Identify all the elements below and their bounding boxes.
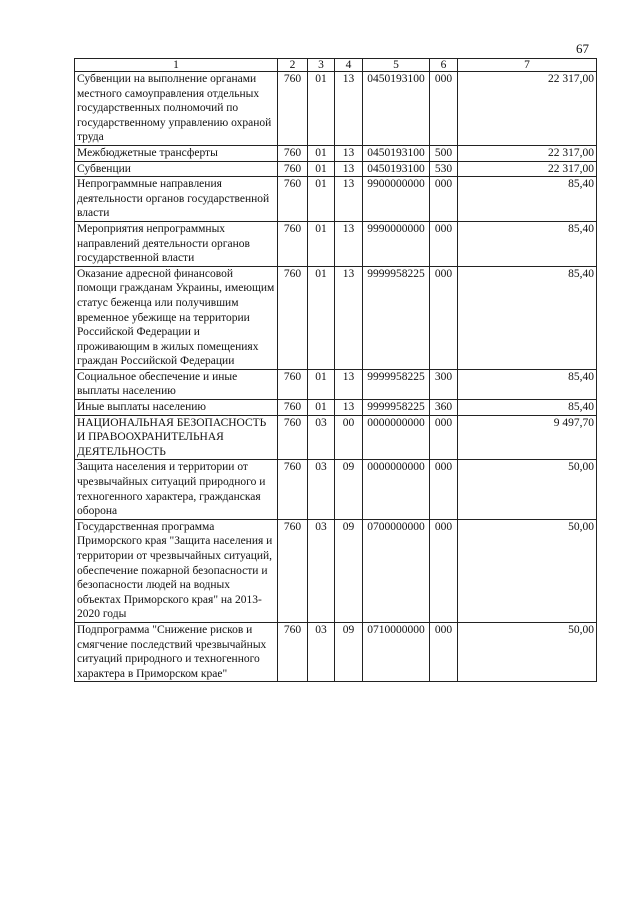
row-expense-type: 000 [430, 415, 458, 460]
budget-table [74, 58, 597, 682]
row-expense-type: 000 [430, 266, 458, 369]
row-target-item: 9990000000 [363, 221, 430, 266]
row-subsection: 13 [335, 72, 363, 146]
row-code-ministry: 760 [278, 72, 308, 146]
row-subsection: 13 [335, 266, 363, 369]
table-row [75, 266, 597, 369]
row-target-item: 9900000000 [363, 177, 430, 222]
row-amount: 22 317,00 [458, 161, 597, 177]
row-subsection: 13 [335, 161, 363, 177]
row-target-item: 0000000000 [363, 415, 430, 460]
row-expense-type: 000 [430, 519, 458, 622]
row-section: 03 [308, 415, 335, 460]
row-section: 01 [308, 177, 335, 222]
row-target-item: 0710000000 [363, 622, 430, 681]
row-code-ministry: 760 [278, 415, 308, 460]
row-subsection: 13 [335, 221, 363, 266]
table-row [75, 221, 597, 266]
row-code-ministry: 760 [278, 221, 308, 266]
row-name: Защита населения и территории от чрезвычайных ситуаций природного и техногенного характера, гражданская оборона [75, 460, 278, 519]
row-expense-type: 530 [430, 161, 458, 177]
row-section: 01 [308, 369, 335, 399]
row-name: Субвенции [75, 161, 278, 177]
row-name: Мероприятия непрограммных направлений деятельности органов государственной власти [75, 221, 278, 266]
row-amount: 50,00 [458, 622, 597, 681]
row-code-ministry: 760 [278, 161, 308, 177]
row-section: 01 [308, 72, 335, 146]
row-amount: 22 317,00 [458, 145, 597, 161]
row-section: 01 [308, 145, 335, 161]
row-section: 03 [308, 519, 335, 622]
row-code-ministry: 760 [278, 369, 308, 399]
header-col-3: 3 [308, 59, 335, 72]
row-amount: 85,40 [458, 266, 597, 369]
row-expense-type: 000 [430, 622, 458, 681]
row-name: Межбюджетные трансферты [75, 145, 278, 161]
table-row [75, 72, 597, 146]
row-name: Подпрограмма "Снижение рисков и смягчение последствий чрезвычайных ситуаций природного и техногенного характера в Приморском крае" [75, 622, 278, 681]
header-col-1: 1 [75, 59, 278, 72]
row-subsection: 09 [335, 460, 363, 519]
row-subsection: 00 [335, 415, 363, 460]
row-amount: 50,00 [458, 460, 597, 519]
row-code-ministry: 760 [278, 177, 308, 222]
row-amount: 9 497,70 [458, 415, 597, 460]
row-expense-type: 000 [430, 460, 458, 519]
row-code-ministry: 760 [278, 622, 308, 681]
row-amount: 85,40 [458, 369, 597, 399]
row-name: Субвенции на выполнение органами местного самоуправления отдельных государственных полномочий по государственному управлению охраной труда [75, 72, 278, 146]
table-row [75, 460, 597, 519]
header-col-6: 6 [430, 59, 458, 72]
row-name: Оказание адресной финансовой помощи гражданам Украины, имеющим статус беженца или получившим временное убежище на территории Российской Федерации и проживающим в жилых помещениях граждан Российской Федерации [75, 266, 278, 369]
row-target-item: 0000000000 [363, 460, 430, 519]
row-name: Непрограммные направления деятельности органов государственной власти [75, 177, 278, 222]
row-expense-type: 500 [430, 145, 458, 161]
row-code-ministry: 760 [278, 519, 308, 622]
row-expense-type: 000 [430, 177, 458, 222]
row-code-ministry: 760 [278, 400, 308, 416]
table-row [75, 145, 597, 161]
row-section: 01 [308, 266, 335, 369]
row-subsection: 13 [335, 145, 363, 161]
table-row [75, 519, 597, 622]
row-code-ministry: 760 [278, 266, 308, 369]
header-col-2: 2 [278, 59, 308, 72]
row-target-item: 0700000000 [363, 519, 430, 622]
row-amount: 50,00 [458, 519, 597, 622]
header-col-5: 5 [363, 59, 430, 72]
row-section: 03 [308, 460, 335, 519]
row-section: 01 [308, 400, 335, 416]
row-amount: 22 317,00 [458, 72, 597, 146]
header-col-4: 4 [335, 59, 363, 72]
row-subsection: 09 [335, 519, 363, 622]
table-row [75, 369, 597, 399]
row-target-item: 0450193100 [363, 72, 430, 146]
row-name: Иные выплаты населению [75, 400, 278, 416]
row-target-item: 9999958225 [363, 369, 430, 399]
table-row [75, 177, 597, 222]
table-row [75, 400, 597, 416]
row-expense-type: 000 [430, 221, 458, 266]
row-subsection: 13 [335, 177, 363, 222]
row-amount: 85,40 [458, 400, 597, 416]
row-name: НАЦИОНАЛЬНАЯ БЕЗОПАСНОСТЬ И ПРАВООХРАНИТЕЛЬНАЯ ДЕЯТЕЛЬНОСТЬ [75, 415, 278, 460]
row-amount: 85,40 [458, 177, 597, 222]
row-name: Социальное обеспечение и иные выплаты населению [75, 369, 278, 399]
row-target-item: 9999958225 [363, 400, 430, 416]
header-row [75, 59, 597, 72]
row-expense-type: 360 [430, 400, 458, 416]
row-code-ministry: 760 [278, 145, 308, 161]
row-expense-type: 300 [430, 369, 458, 399]
row-name: Государственная программа Приморского края "Защита населения и территории от чрезвычайных ситуаций, обеспечение пожарной безопасности и безопасности людей на водных объектах Приморского края" на 2013-2020 годы [75, 519, 278, 622]
table-row [75, 161, 597, 177]
row-section: 03 [308, 622, 335, 681]
row-target-item: 0450193100 [363, 161, 430, 177]
row-expense-type: 000 [430, 72, 458, 146]
row-section: 01 [308, 221, 335, 266]
row-target-item: 9999958225 [363, 266, 430, 369]
row-amount: 85,40 [458, 221, 597, 266]
row-target-item: 0450193100 [363, 145, 430, 161]
row-section: 01 [308, 161, 335, 177]
header-col-7: 7 [458, 59, 597, 72]
page-number: 67 [576, 41, 589, 56]
row-subsection: 13 [335, 400, 363, 416]
row-subsection: 13 [335, 369, 363, 399]
row-subsection: 09 [335, 622, 363, 681]
row-code-ministry: 760 [278, 460, 308, 519]
table-row [75, 622, 597, 681]
table-row [75, 415, 597, 460]
